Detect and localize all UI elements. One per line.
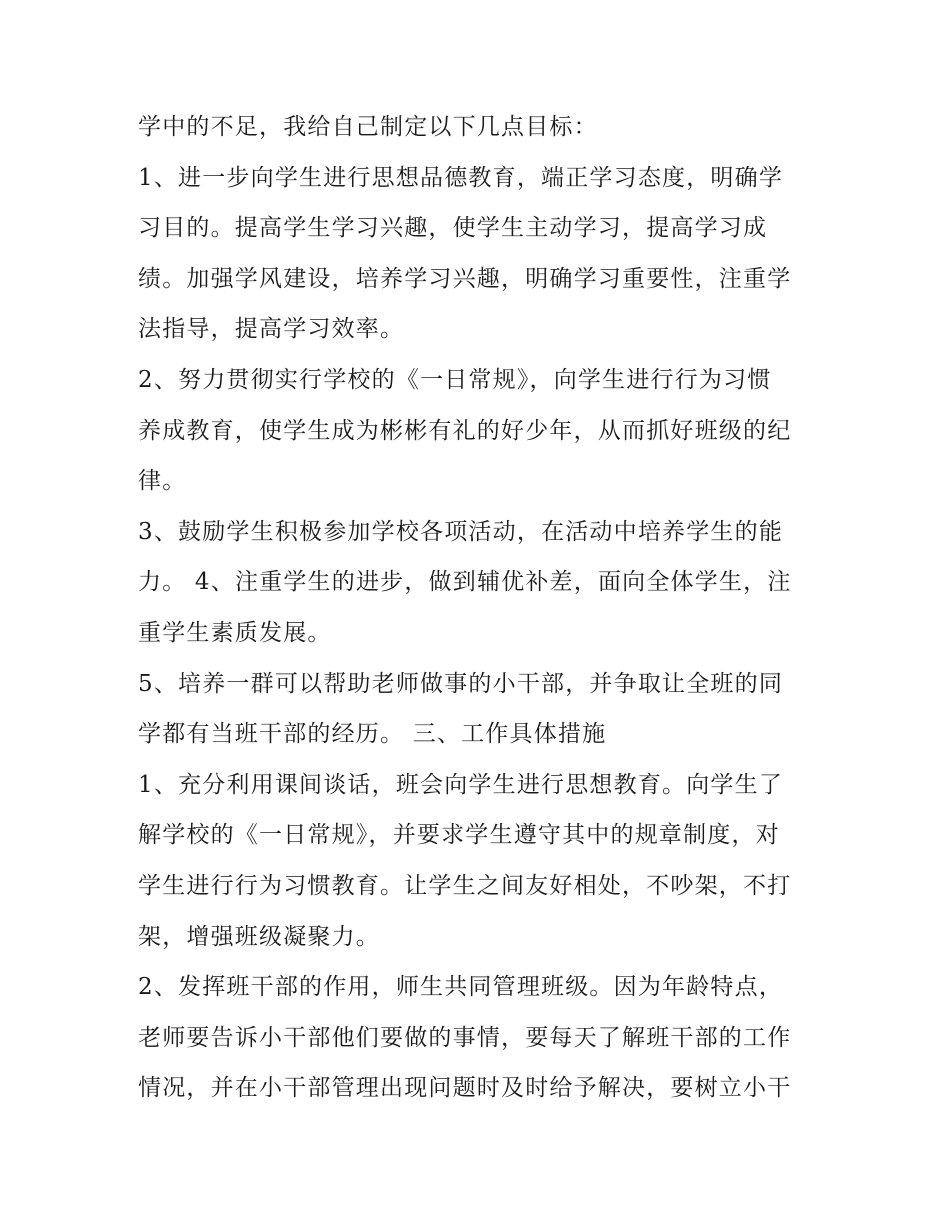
text-line: 3、鼓励学生积极参加学校各项活动，在活动中培养学生的能 <box>138 518 784 545</box>
text-line: 力。 4、注重学生的进步，做到辅优补差，面向全体学生，注 <box>138 569 792 596</box>
text-line: 学都有当班干部的经历。 三、工作具体措施 <box>138 721 607 748</box>
text-line: 解学校的《一日常规》，并要求学生遵守其中的规章制度，对 <box>138 822 780 849</box>
text-line: 重学生素质发展。 <box>138 619 332 646</box>
text-line: 老师要告诉小干部他们要做的事情，要每天了解班干部的工作 <box>138 1024 792 1051</box>
text-line: 学中的不足，我给自己制定以下几点目标： <box>138 114 598 140</box>
text-line: 养成教育，使学生成为彬彬有礼的好少年，从而抓好班级的纪 <box>138 417 792 444</box>
text-line: 法指导，提高学习效率。 <box>138 316 405 343</box>
text-line: 习目的。提高学生学习兴趣，使学生主动学习，提高学习成 <box>138 215 768 242</box>
text-line: 2、发挥班干部的作用，师生共同管理班级。因为年龄特点， <box>138 974 784 1001</box>
text-line: 1、进一步向学生进行思想品德教育，端正学习态度，明确学 <box>138 164 784 191</box>
text-line: 律。 <box>138 468 187 495</box>
text-line: 架，增强班级凝聚力。 <box>138 923 380 950</box>
text-line: 5、培养一群可以帮助老师做事的小干部，并争取让全班的同 <box>138 670 784 697</box>
text-line: 绩。加强学风建设，培养学习兴趣，明确学习重要性，注重学 <box>138 265 792 292</box>
text-line: 1、充分利用课间谈话，班会向学生进行思想教育。向学生了 <box>138 771 784 798</box>
document-body <box>138 102 818 1114</box>
text-line: 2、努力贯彻实行学校的《一日常规》，向学生进行行为习惯 <box>138 366 772 393</box>
text-line: 学生进行行为习惯教育。让学生之间友好相处，不吵架，不打 <box>138 872 792 899</box>
text-line: 情况，并在小干部管理出现问题时及时给予解决，要树立小干 <box>138 1075 792 1102</box>
